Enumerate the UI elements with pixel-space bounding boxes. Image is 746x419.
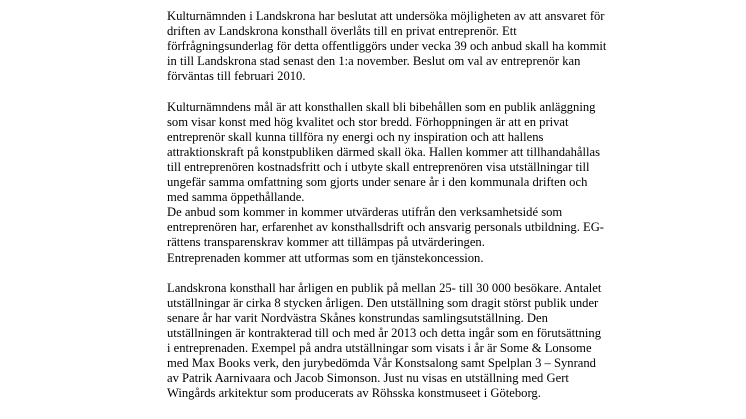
paragraph-1 [167,9,715,84]
paragraph-2 [167,100,715,266]
text-line: attraktionskraft på konstpubliken därmed skall öka. Hallen kommer att tillhandahållas [167,144,600,159]
text-line: utställningen är kontrakterad till och med år 2013 och detta ingår som en förutsättning [167,325,602,340]
text-line: entreprenör skall kunna tillföra ny energi och ny inspiration och att hallens [167,129,544,144]
text-line: entreprenören har, erfarenhet av konsthallsdrift och ansvarig personals utbildning. EG- [167,220,604,235]
text-line: Kulturnämnden i Landskrona har beslutat att undersöka möjligheten av att ansvaret för [167,9,605,23]
text-line: senare år har varit Nordvästra Skånes konstrundas samlingsutställning. Den [167,310,548,325]
text-line: förväntas till februari 2010. [167,69,306,84]
text-line: Landskrona konsthall har årligen en publik på mellan 25- till 30 000 besökare. Antalet [167,280,602,295]
text-line: De anbud som kommer in kommer utvärderas utifrån den verksamhetsidé som [167,205,563,220]
text-line: förfrågningsunderlag för detta offentliggörs under vecka 39 och anbud skall ha kommit [167,39,607,54]
paragraph-spacer [167,266,715,281]
text-line: Kulturnämndens mål är att konsthallen skall bli bibehållen som en publik anläggning [167,99,596,114]
text-line: av Patrik Aarnivaara och Jacob Simonson. Just nu visas en utställning med Gert [167,371,569,386]
text-line: driften av Landskrona konsthall överlåts till en privat entreprenör. Ett [167,24,517,39]
text-line: med samma öppethållande. [167,190,305,205]
text-line: Wingårds arkitektur som producerats av Röhsska konstmuseet i Göteborg. [167,386,541,401]
text-line: i entreprenaden. Exempel på andra utställningar som visats i år är Some & Lonsome [167,341,592,356]
text-line: rättens transparenskrav kommer att tillämpas på utvärderingen. [167,235,485,250]
text-line: som visar konst med hög kvalitet och stor bredd. Förhoppningen är att en privat [167,114,569,129]
text-line: ungefär samma omfattning som gjorts under senare år i den kommunala driften och [167,175,588,190]
document-body [167,9,715,401]
paragraph-spacer [167,84,715,99]
text-line: utställningar är cirka 8 stycken årligen. Den utställning som dragit störst publik under [167,295,599,310]
text-line: in till Landskrona stad senast den 1:a november. Beslut om val av entreprenör kan [167,54,581,69]
paragraph-3 [167,281,715,402]
text-line: Entreprenaden kommer att utformas som en tjänstekoncession. [167,250,484,265]
text-line: med Max Books verk, den jurybedömda Vår Konstsalong samt Spelplan 3 – Synrand [167,356,596,371]
text-line: till entreprenören kostnadsfritt och i utbyte skall entreprenören visa utställningar till [167,159,590,174]
